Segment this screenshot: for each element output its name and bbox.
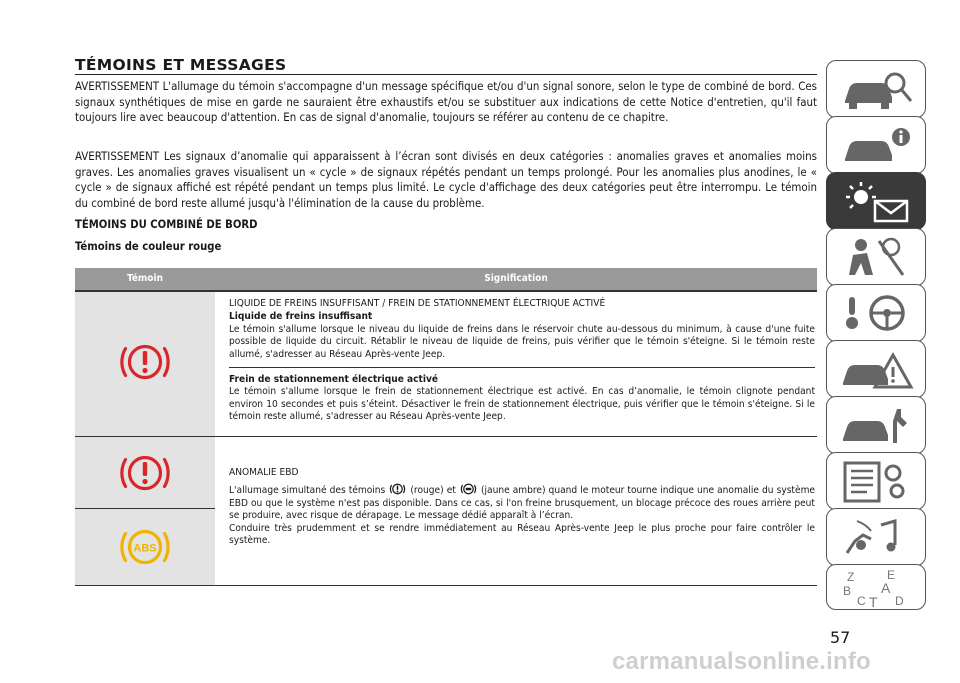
abs-label: ABS (133, 542, 157, 555)
car-maintenance-icon (837, 403, 917, 449)
brake-warning-icon (116, 339, 174, 385)
index-letter: Z (847, 570, 855, 584)
table-row (75, 291, 817, 437)
index-letter: D (895, 594, 904, 607)
car-emergency-icon (837, 347, 917, 393)
description-cell (215, 291, 817, 437)
inner-divider (229, 367, 815, 368)
index-letter: B (843, 584, 852, 598)
tab-car-emergency[interactable] (826, 340, 926, 398)
warning-lights-messages-icon (837, 179, 917, 225)
table-header-signification: Signification (215, 268, 817, 291)
ebd-text (229, 482, 815, 522)
parking-brake-text: Le témoin s'allume lorsque le frein de stationnement électrique est activé. En cas d’anomalie, le témoin clignote pendant environ 10 secondes et puis s’éteint. Désactiver le frein de stationnement électrique, puis vérifier que le témoin s'éteigne. Si le témoin reste allumé, s'adresser au Réseau Après-vente Jeep. (229, 386, 815, 423)
watermark: carmanualsonline.info (612, 648, 871, 675)
table-header-temoin: Témoin (75, 268, 215, 291)
icon-cell (75, 437, 215, 586)
title-rule (75, 74, 817, 75)
car-key-icon (837, 67, 917, 113)
index-letter: E (887, 568, 896, 582)
ebd-title-caps: ANOMALIE EBD (229, 467, 299, 478)
abs-inline-icon (459, 482, 478, 496)
abs-warning-icon (116, 524, 174, 570)
steering-start-icon (837, 291, 917, 337)
description-cell (215, 437, 817, 586)
tab-multimedia[interactable] (826, 508, 926, 566)
tab-index[interactable] (826, 564, 926, 610)
tab-steering-start[interactable] (826, 284, 926, 342)
index-letter: A (881, 580, 891, 596)
multimedia-icon (837, 515, 917, 561)
airbag-safety-icon (837, 235, 917, 281)
section-title: TÉMOINS ET MESSAGES (75, 56, 287, 74)
icon-cell (75, 291, 215, 437)
brake-warning-icon (116, 450, 174, 496)
index-letter: T (869, 594, 878, 607)
parking-brake-title: Frein de stationnement électrique activé (229, 374, 439, 386)
index-icon (837, 567, 917, 607)
subsubheading: Témoins de couleur rouge (75, 240, 222, 253)
ebd-text-b: (rouge) et (410, 485, 456, 497)
car-info-icon (837, 123, 917, 169)
warning-paragraph-1: AVERTISSEMENT L'allumage du témoin s'accompagne d'un message spécifique et/ou d'un signal sonore, selon le type de combiné de bord. Ces signaux synthétiques de mise en garde ne sauraient être exhaustifs et/ou se substituer aux indications de cette Notice d'entretien, qu'il faut toujours lire avec beaucoup d'attention. En cas de signal d'anomalie, toujours se référer au contenu de ce chapitre. (75, 79, 817, 125)
index-letter: C (857, 594, 866, 607)
subheading: TÉMOINS DU COMBINÉ DE BORD (75, 218, 258, 231)
page-number: 57 (830, 628, 851, 647)
tab-warning-lights-messages[interactable] (826, 172, 926, 230)
ebd-text-a: L'allumage simultané des témoins (229, 485, 386, 497)
brake-title-caps: LIQUIDE DE FREINS INSUFFISANT / FREIN DE STATIONNEMENT ÉLECTRIQUE ACTIVÉ (229, 298, 606, 309)
brake-fluid-title: Liquide de freins insuffisant (229, 311, 373, 323)
ebd-text-d: Conduire très prudemment et se rendre immédiatement au Réseau Après-vente Jeep le plus proche pour faire contrôler le système. (229, 522, 815, 547)
ebd-text-c: (jaune ambre) quand le moteur tourne indique une anomalie du système EBD ou que le système n'est pas disponible. Dans ce cas, si l'on freine brusquement, un blocage précoce des roues arrière peut se produire, avec risque de dérapage. Le message dédié apparaît à l’écran. (229, 485, 816, 522)
brake-warning-inline-icon (388, 482, 407, 496)
tab-airbag-safety[interactable] (826, 228, 926, 286)
tab-technical-data[interactable] (826, 452, 926, 510)
tab-car-key[interactable] (826, 60, 926, 118)
warning-paragraph-2: AVERTISSEMENT Les signaux d’anomalie qui apparaissent à l’écran sont divisés en deux catégories : anomalies graves et anomalies moins graves. Les anomalies graves visualisent un « cycle » de signaux répétés pendant un temps prolongé. Pour les anomalies plus anodines, le « cycle » de signaux affiché est répété pendant un temps plus limité. Le cycle d'affichage des deux catégories peut être interrompu. Le témoin du combiné de bord reste allumé jusqu'à l'élimination de la cause du problème. (75, 149, 817, 211)
table-row (75, 437, 817, 586)
warning-lights-table (75, 268, 817, 586)
tab-car-info[interactable] (826, 116, 926, 174)
technical-data-icon (837, 459, 917, 505)
brake-fluid-text: Le témoin s'allume lorsque le niveau du liquide de freins dans le réservoir chute au-dessous du minimum, à cause d'une fuite possible de liquide du circuit. Rétablir le niveau de liquide de freins, puis vérifier que le témoin s'éteigne. Si le témoin reste allumé, s'adresser au Réseau Après-vente Jeep. (229, 323, 815, 360)
tab-car-maintenance[interactable] (826, 396, 926, 454)
